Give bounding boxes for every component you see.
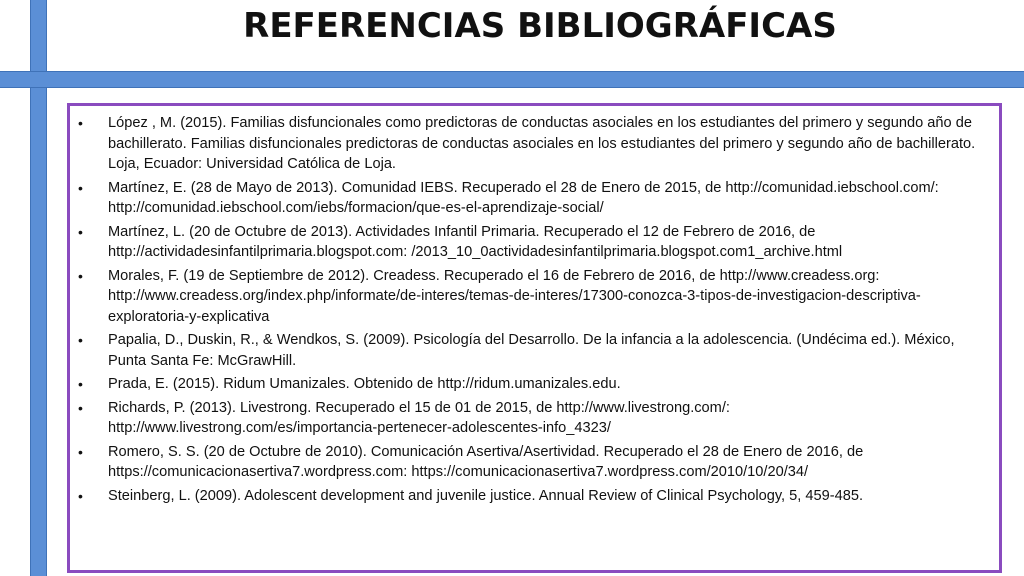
reference-text: Martínez, E. (28 de Mayo de 2013). Comunidad IEBS. Recuperado el 28 de Enero de 2015, de http://comunidad.iebschool.com/: http://comunidad.iebschool.com/iebs/formacion/que-es-el-aprendizaje-social/: [108, 179, 939, 216]
references-panel: [67, 103, 1002, 573]
reference-text: Martínez, L. (20 de Octubre de 2013). Actividades Infantil Primaria. Recuperado el 12 de Febrero de 2016, de http://actividadesinfantilprimaria.blogspot.com: /2013_10_0actividadesinfantilprimaria.blogspot.com1_archive.html: [108, 223, 843, 260]
slide-title: REFERENCIAS BIBLIOGRÁFICAS: [243, 6, 837, 46]
reference-text: Morales, F. (19 de Septiembre de 2012). Creadess. Recuperado el 16 de Febrero de 2016, de http://www.creadess.org: http://www.creadess.org/index.php/informate/de-interes/temas-de-interes/17300-conozca-3-tipos-de-investigacion-descriptiva-exploratoria-y-explicativa: [108, 267, 921, 325]
reference-item: [78, 330, 989, 371]
bullet-icon: •: [78, 332, 83, 348]
bullet-icon: •: [78, 267, 83, 284]
bullet-icon: •: [78, 223, 83, 240]
reference-text: Richards, P. (2013). Livestrong. Recuperado el 15 de 01 de 2015, de http://www.livestrong.com/: http://www.livestrong.com/es/importancia-pertenecer-adolescentes-info_4323/: [108, 399, 730, 436]
references-list: [70, 106, 999, 506]
reference-text: Romero, S. S. (20 de Octubre de 2010). Comunicación Asertiva/Asertividad. Recuperado el 28 de Enero de 2016, de https://comunicacionasertiva7.wordpress.com: https://comunicacionasertiva7.wordpress.com/2010/10/20/34/: [108, 443, 864, 480]
bullet-icon: •: [78, 376, 83, 392]
reference-item: [78, 398, 989, 439]
bullet-icon: •: [78, 487, 83, 504]
reference-text: López , M. (2015). Familias disfuncionales como predictoras de conductas asociales en los estudiantes del primero y segundo año de bachillerato. Familias disfuncionales predictoras de conductas asociales en los estudiantes del primero y segundo año de bachillerato. Loja, Ecuador: Universidad Católica de Loja.: [108, 115, 976, 172]
bullet-icon: •: [78, 179, 83, 196]
reference-text: Steinberg, L. (2009). Adolescent development and juvenile justice. Annual Review of Clinical Psychology, 5, 459-485.: [108, 487, 864, 504]
reference-item: [78, 178, 989, 219]
reference-item: [78, 113, 989, 175]
reference-item: [78, 442, 989, 483]
reference-text: Prada, E. (2015). Ridum Umanizales. Obtenido de http://ridum.umanizales.edu.: [108, 376, 621, 392]
bullet-icon: •: [78, 115, 83, 131]
bullet-icon: •: [78, 443, 83, 460]
horizontal-accent-bar: [0, 71, 1024, 88]
reference-item: [78, 486, 989, 507]
bullet-icon: •: [78, 399, 83, 416]
reference-item: [78, 222, 989, 263]
reference-item: [78, 266, 989, 328]
reference-text: Papalia, D., Duskin, R., & Wendkos, S. (2009). Psicología del Desarrollo. De la infancia a la adolescencia. (Undécima ed.). México, Punta Santa Fe: McGrawHill.: [108, 332, 955, 369]
reference-item: [78, 374, 989, 395]
